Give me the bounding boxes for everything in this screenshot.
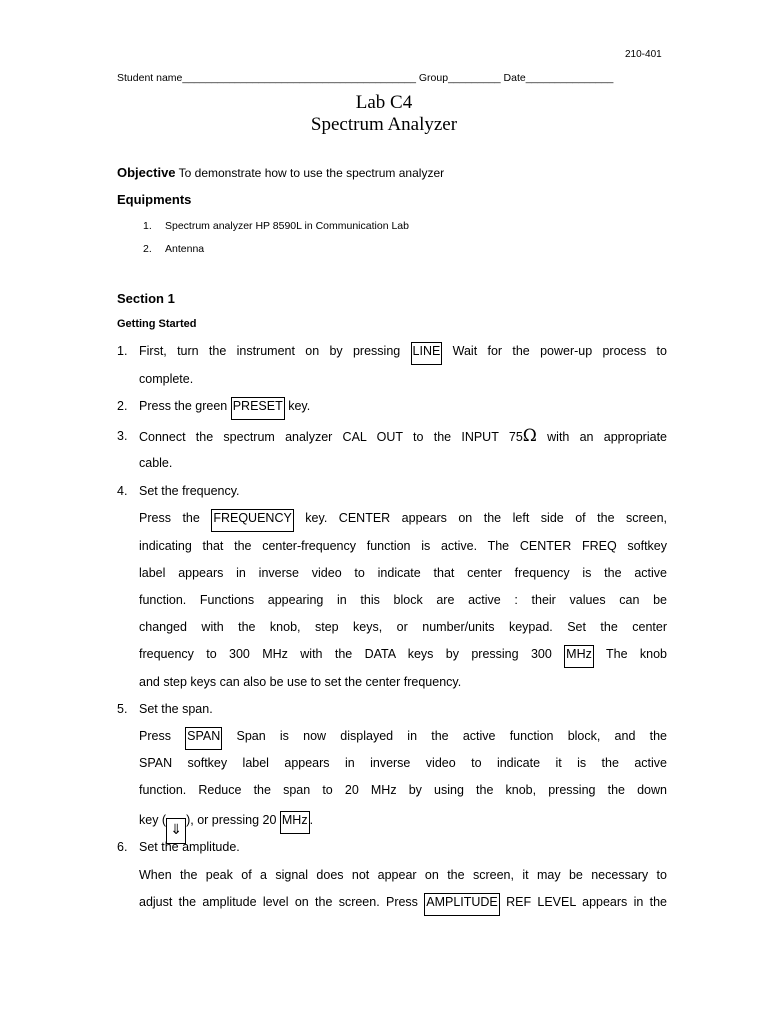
step-4-line	[139, 508, 667, 528]
document-number: 210-401	[625, 49, 662, 60]
step-text: Press	[139, 729, 186, 743]
step-text: key.	[284, 399, 311, 413]
step-text: adjust the amplitude level on the screen. Press	[139, 895, 425, 909]
step-1-continuation: complete.	[139, 372, 194, 386]
step-4-line: and step keys can also be use to set the center frequency.	[139, 675, 462, 689]
ohm-symbol: Ω	[522, 426, 537, 446]
student-info-line: Student name________________________________________ Group_________ Date_______________	[117, 72, 614, 84]
step-4-line: label appears in inverse video to indicate that center frequency is the active	[139, 566, 667, 580]
step-text: Span is now displayed in the active function block, and the	[222, 729, 667, 743]
section-heading: Section 1	[117, 291, 175, 306]
step-5-title: Set the span.	[139, 702, 213, 716]
mhz-key: MHz	[280, 811, 310, 834]
step-text: with an appropriate	[536, 430, 667, 444]
step-text: .	[309, 813, 314, 827]
lab-subtitle: Spectrum Analyzer	[310, 114, 458, 135]
step-number: 3.	[117, 429, 128, 443]
step-4-line	[139, 644, 667, 664]
step-number: 1.	[117, 344, 128, 358]
step-number: 5.	[117, 702, 128, 716]
step-4-title: Set the frequency.	[139, 484, 240, 498]
objective-text: To demonstrate how to use the spectrum analyzer	[175, 166, 445, 180]
equipments-heading: Equipments	[117, 192, 192, 207]
step-number: 6.	[117, 840, 128, 854]
step-6-line	[139, 892, 667, 912]
down-arrow-key-icon: ⇓	[166, 818, 186, 844]
amplitude-key: AMPLITUDE	[424, 893, 500, 916]
step-text: Wait for the power-up process to	[442, 344, 667, 358]
step-text: ), or pressing 20	[186, 813, 280, 827]
step-5-line	[139, 726, 667, 746]
step-4-line: function. Functions appearing in this block are active : their values can be	[139, 593, 667, 607]
lab-title: Lab C4	[355, 92, 413, 113]
step-5-line: SPAN softkey label appears in inverse video to indicate it is the active	[139, 756, 667, 770]
step-text: key. CENTER appears on the left side of the screen,	[293, 511, 668, 525]
objective	[117, 165, 444, 180]
step-5-line	[139, 810, 314, 837]
step-text: First, turn the instrument on by pressing	[139, 344, 411, 358]
step-4-line: changed with the knob, step keys, or number/units keypad. Set the center	[139, 620, 667, 634]
step-6-line: When the peak of a signal does not appear on the screen, it may be necessary to	[139, 868, 667, 882]
step-text: The knob	[593, 647, 667, 661]
step-text: REF LEVEL appears in the	[499, 895, 667, 909]
step-4-line: indicating that the center-frequency function is active. The CENTER FREQ softkey	[139, 539, 667, 553]
step-number: 2.	[117, 399, 128, 413]
objective-label: Objective	[117, 165, 176, 180]
step-text: key (	[139, 813, 167, 827]
equipment-item: Antenna	[165, 243, 205, 255]
step-6-title: Set the amplitude.	[139, 840, 240, 854]
step-1-line	[139, 341, 667, 361]
step-3-continuation: cable.	[139, 456, 173, 470]
step-number: 4.	[117, 484, 128, 498]
equipment-item: Spectrum analyzer HP 8590L in Communication Lab	[165, 220, 409, 232]
step-2-line	[139, 396, 310, 416]
section-subheading: Getting Started	[117, 318, 197, 330]
step-5-line: function. Reduce the span to 20 MHz by using the knob, pressing the down	[139, 783, 667, 797]
step-text: Press the	[139, 511, 212, 525]
preset-key: PRESET	[231, 397, 285, 420]
step-3-line	[139, 426, 667, 446]
step-text: Press the green	[139, 399, 231, 413]
frequency-key: FREQUENCY	[211, 509, 293, 532]
equipment-number: 1.	[143, 220, 152, 232]
span-key: SPAN	[185, 727, 222, 750]
equipment-number: 2.	[143, 243, 152, 255]
step-text: frequency to 300 MHz with the DATA keys by pressing 300	[139, 647, 565, 661]
step-text: Connect the spectrum analyzer CAL OUT to the INPUT 75	[139, 430, 523, 444]
mhz-key: MHz	[564, 645, 594, 668]
line-key: LINE	[411, 342, 443, 365]
